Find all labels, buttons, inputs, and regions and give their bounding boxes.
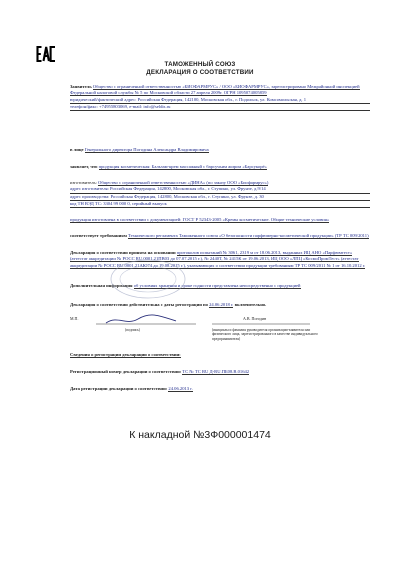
standard-block (70, 217, 370, 223)
person-block (70, 147, 370, 153)
validity-label: Декларация о соответствии действительна с даты регистрации по (70, 302, 208, 307)
document-title: ДЕКЛАРАЦИЯ О СООТВЕТСТВИИ (146, 69, 254, 76)
applicant-contacts: телефон/факс: +74955803069, e-mail: info@seldis.ru (70, 104, 370, 111)
registration-date-block (70, 386, 370, 392)
extra-info-text: об условиях хранения и сроке годности представлена непосредственно с продукцией (133, 283, 301, 288)
extra-info-label: Дополнительная информация (70, 283, 133, 288)
product-text: продукция косметическая: Бальзам-крем массажный с барсучьим жиром «Барсукорё» (98, 164, 267, 169)
registration-date-label: Дата регистрации декларации о соответствии: (70, 386, 168, 391)
declares-label: заявляет, что (70, 164, 98, 169)
validity-date: 24.06.2018 г. (209, 302, 234, 307)
standard-text: продукция изготовлена в соответствии с документацией: ГОСТ Р 52343-2005 «Кремы косметические. Общие технические условия» (70, 217, 330, 222)
manufacturer-label: изготовитель: (70, 180, 97, 185)
validity-suffix: включительно. (234, 302, 267, 307)
registration-heading: Сведения о регистрации декларации о соответствии: (70, 352, 181, 357)
signatory-caption: (инициалы и фамилия руководителя организации-заявителя или физического лица, зарегистрированного в качестве индивидуального предпринимателя) (212, 328, 318, 341)
applicant-line (70, 84, 370, 97)
manufacturer-text: Общество с ограниченной ответственностью «ДИНА» (по заказу ООО «Биофармрус») (98, 180, 269, 185)
requirements-text: Технического регламента Таможенного союза «О безопасности парфюмерно-косметической продукции» (ТР ТС 009/2011) (128, 233, 369, 238)
registration-number-block (70, 369, 370, 375)
signature-caption: (подпись) (125, 328, 140, 332)
signature-line (96, 311, 310, 329)
person-text: Генерального директора Погодина Александра Владимировича (84, 147, 209, 152)
applicant-label: Заявитель (70, 84, 92, 89)
manufacturer-address: адрес изготовителя: Российская Федерация, 142800, Московская обл., г. Ступино, ул. Фрунзе, д.9/14 (70, 186, 370, 193)
declares-block (70, 164, 370, 170)
requirements-label: соответствует требованиям (70, 233, 127, 238)
basis-text: протоколов испытаний № 3061, 2319 м от 18.06.2013, выданных ИЦ АНО «Парфюмтест» (аттестат аккредитации № РОСС RU.0001.21ПВ03 до 07.07.2015 г.), № 2440Т, № 2415К от 19.06.2013, ИЦ ООО «ЛПЦ «КосмоПромТест» (аттестат аккредитации № РОСС RU.0001.21АЮ74 до 19.08.2015 г.), указывающих о соответствии продукции требованиям ТР ТС 009/2011 № 1 от 16.10.2012 г. (70, 250, 366, 268)
manufacturer-block (70, 180, 370, 208)
person-label: в лице (70, 147, 84, 152)
invoice-reference: К накладной №3Ф000001474 (129, 429, 271, 441)
registration-date: 24.06.2013 г. (168, 386, 193, 391)
applicant-block (70, 84, 370, 111)
registration-number: ТС № ТС RU Д-RU.ПБ08.В.01642 (182, 369, 250, 374)
requirements-block (70, 233, 370, 239)
signatory-name: А.В. Погодин (243, 316, 267, 321)
stamp-icon (108, 257, 188, 301)
customs-union-heading: ТАМОЖЕННЫЙ СОЮЗ (164, 61, 236, 68)
validity-block (70, 302, 370, 308)
mp-label: М.П. (70, 316, 79, 321)
basis-label: Декларация о соответствии принята на основании (70, 250, 176, 255)
registration-number-label: Регистрационный номер декларации о соответствии: (70, 369, 182, 374)
applicant-address: юридический/фактический адрес: Российская Федерация, 142100, Московская обл., г. Подольск, ул. Комсомольская, д. 1 (70, 97, 370, 104)
applicant-text: Общество с ограниченной ответственностью «БИОФАРМРУС» / ООО «БИОФАРМРУС», зарегистрировано Межрайонной инспекцией Федеральной налоговой службы № 5 по Московской области 27 апреля 2009г. ОГРН 1095074005859 (70, 84, 360, 96)
tnved-code: код ТН ВЭД ТС: 3304 99 000 0, серийный выпуск (70, 201, 370, 208)
production-address: адрес производства: Российская Федерация, 142800, Московская обл., г. Ступино, ул. Фрунзе, д. 30 (70, 194, 370, 201)
registration-section (70, 352, 370, 358)
